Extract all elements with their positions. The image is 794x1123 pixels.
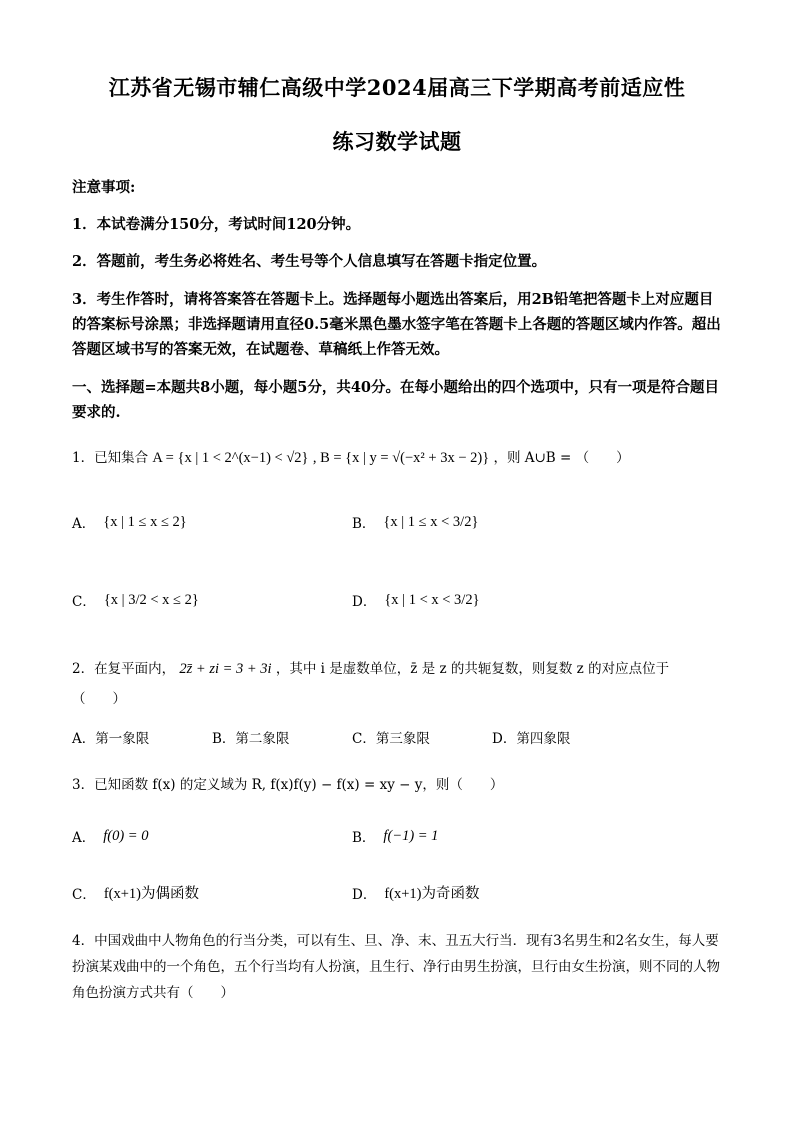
exam-title-line2: 练习数学试题 [332, 129, 462, 154]
notice-3: 3．考生作答时，请将答案答在答题卡上。选择题每小题选出答案后，用2B铅笔把答题卡上对应题目的答案标号涂黑；非选择题请用直径0.5毫米黑色墨水签字笔在答题卡上各题的答题区域内作答。超出答题区域书写的答案无效，在试题卷、草稿纸上作答无效。 [72, 291, 721, 358]
exam-title-line1: 江苏省无锡市辅仁高级中学2024届高三下学期高考前适应性 [108, 75, 686, 100]
q2-option-a[interactable]: A．第一象限 [72, 731, 150, 747]
q2-answer-bracket: （ ） [72, 691, 126, 707]
q2-middle: ，其中 i 是虚数单位，z̄ 是 z 的共轭复数，则复数 z 的对应点位于 [275, 661, 670, 677]
question-2 [72, 657, 669, 678]
q1-option-a[interactable]: A． {x | 1 ≤ x ≤ 2} [72, 513, 187, 532]
question-4: 4．中国戏曲中人物角色的行当分类，可以有生、旦、净、末、丑五大行当．现有3名男生和2名女生，每人要扮演某戏曲中的一个角色，五个行当均有人扮演，且生行、净行由男生扮演，旦行由女生扮演，则不同的人物角色扮演方式共有（ ） [72, 933, 720, 1001]
q1-suffix: ，则 A∪B = （ ） [493, 450, 630, 466]
q1-prefix: 1．已知集合 [72, 450, 149, 466]
section-heading: 一、选择题=本题共8小题，每小题5分，共40分。在每小题给出的四个选项中，只有一项是符合题目要求的. [72, 379, 720, 421]
q1-option-b[interactable]: B． {x | 1 ≤ x < 3/2} [352, 513, 479, 532]
q2-equation: 2z̄ + zi = 3 + 3i [179, 661, 272, 677]
q2-option-d[interactable]: D．第四象限 [492, 731, 571, 747]
notice-2: 2．答题前，考生务必将姓名、考生号等个人信息填写在答题卡指定位置。 [72, 253, 547, 270]
q3-option-b[interactable]: B． f(−1) = 1 [352, 827, 439, 846]
q2-prefix: 2．在复平面内， [72, 661, 176, 677]
question-3: 3．已知函数 f(x) 的定义域为 R, f(x)f(y) − f(x) = xy − y，则（ ） [72, 777, 504, 793]
question-1: 1．已知集合 A = {x | 1 < 2^(x−1) < √2} , B = {x | y = √(−x² + 3x − 2)} ，则 A∪B = （ ） [72, 450, 630, 466]
q3-option-a[interactable]: A． f(0) = 0 [72, 827, 149, 846]
q2-option-b[interactable]: B．第二象限 [212, 731, 290, 747]
q1-option-d[interactable]: D． {x | 1 < x < 3/2} [352, 591, 480, 610]
q1-option-c[interactable]: C． {x | 3/2 < x ≤ 2} [72, 591, 199, 610]
q3-option-d[interactable]: D． f(x+1)为奇函数 [352, 886, 480, 903]
notice-heading: 注意事项: [72, 179, 136, 196]
notice-1: 1．本试卷满分150分，考试时间120分钟。 [72, 216, 361, 233]
q1-set-a: A = {x | 1 < 2^(x−1) < √2} [152, 450, 309, 466]
q3-option-c[interactable]: C． f(x+1)为偶函数 [72, 886, 200, 903]
q1-set-b: B = {x | y = √(−x² + 3x − 2)} [320, 450, 490, 466]
q2-option-c[interactable]: C．第三象限 [352, 731, 430, 747]
